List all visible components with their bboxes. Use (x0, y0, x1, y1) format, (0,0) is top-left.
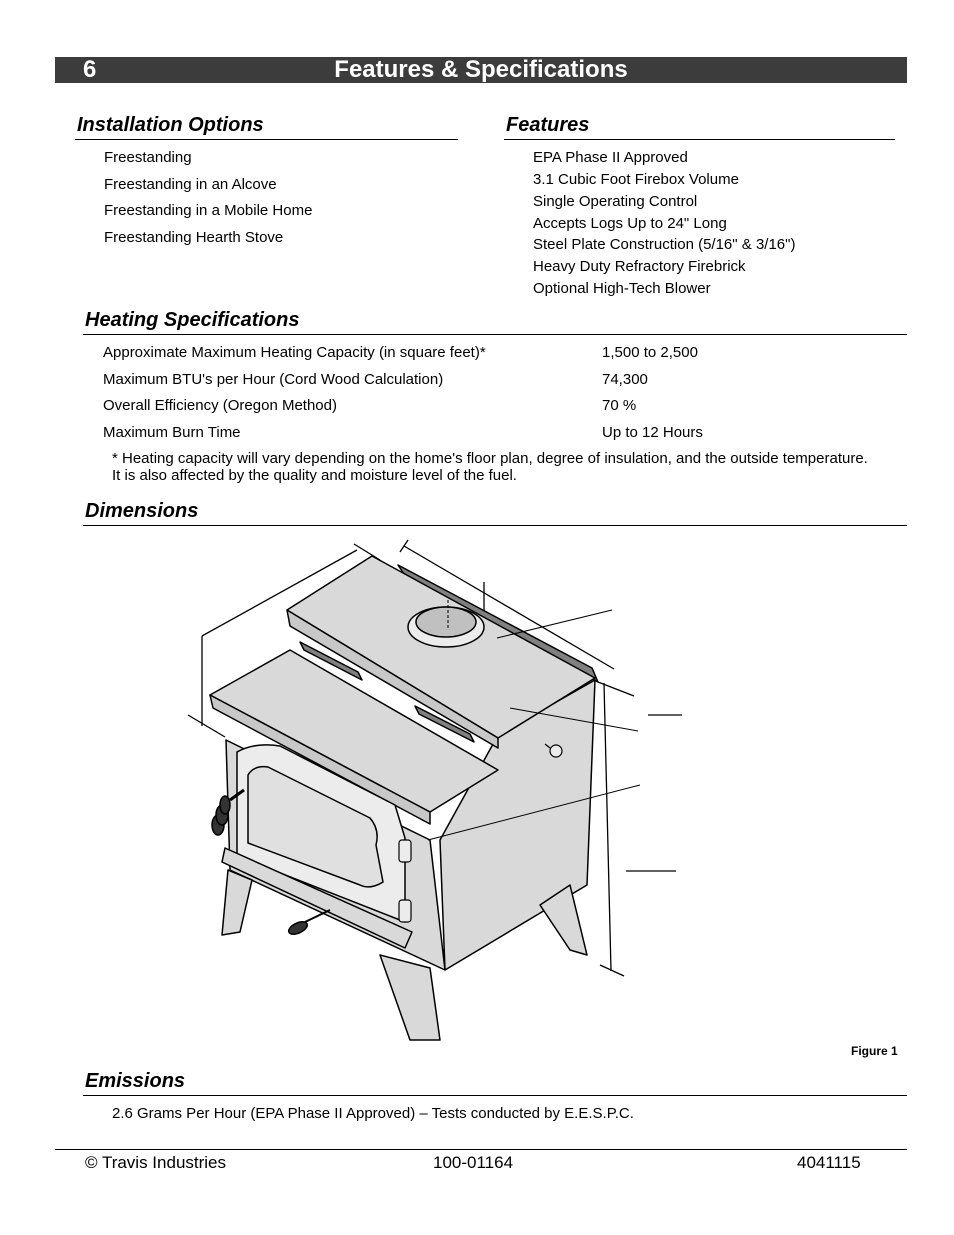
heating-spec-label: Overall Efficiency (Oregon Method) (103, 397, 337, 414)
dimensions-heading: Dimensions (85, 500, 199, 522)
emissions-heading: Emissions (85, 1070, 186, 1092)
heating-spec-value: 70 % (602, 397, 637, 414)
installation-item: Freestanding in an Alcove (104, 176, 277, 193)
dimensions-rule (83, 525, 907, 526)
heating-spec-value: 74,300 (602, 371, 648, 388)
emissions-text: 2.6 Grams Per Hour (EPA Phase II Approved) – Tests conducted by E.E.S.P.C. (112, 1105, 634, 1122)
heating-spec-label: Maximum BTU's per Hour (Cord Wood Calculation) (103, 371, 444, 388)
heating-note-line2: It is also affected by the quality and moisture level of the fuel. (112, 467, 517, 484)
feature-item: Accepts Logs Up to 24" Long (533, 215, 727, 232)
footer-part-number: 100-01164 (433, 1153, 514, 1172)
footer-copyright: © Travis Industries (85, 1153, 227, 1172)
page-number: 6 (83, 56, 97, 83)
installation-item: Freestanding Hearth Stove (104, 229, 284, 246)
heating-note-line1: * Heating capacity will vary depending on the home's floor plan, degree of insulation, and the outside temperature. (112, 450, 868, 467)
emissions-rule (83, 1095, 907, 1096)
feature-item: Steel Plate Construction (5/16" & 3/16") (533, 236, 796, 253)
feature-item: Single Operating Control (533, 193, 698, 210)
feature-item: EPA Phase II Approved (533, 149, 688, 166)
footer-doc-number: 4041115 (797, 1153, 861, 1172)
heating-spec-label: Approximate Maximum Heating Capacity (in square feet)* (103, 344, 486, 361)
features-heading: Features (506, 114, 590, 136)
footer-rule (55, 1149, 907, 1150)
heating-rule (83, 334, 907, 335)
features-rule (504, 139, 895, 140)
stove-illustration (180, 535, 700, 1050)
page-title: Features & Specifications (334, 56, 628, 83)
figure-label: Figure 1 (851, 1044, 898, 1058)
heating-spec-label: Maximum Burn Time (103, 424, 241, 441)
feature-item: Optional High-Tech Blower (533, 280, 711, 297)
heating-spec-value: 1,500 to 2,500 (602, 344, 698, 361)
installation-item: Freestanding (104, 149, 192, 166)
installation-item: Freestanding in a Mobile Home (104, 202, 313, 219)
heating-heading: Heating Specifications (85, 309, 300, 331)
page-header (55, 57, 907, 83)
heating-spec-value: Up to 12 Hours (602, 424, 703, 441)
installation-options-heading: Installation Options (77, 114, 264, 136)
feature-item: Heavy Duty Refractory Firebrick (533, 258, 746, 275)
installation-options-rule (75, 139, 458, 140)
feature-item: 3.1 Cubic Foot Firebox Volume (533, 171, 739, 188)
